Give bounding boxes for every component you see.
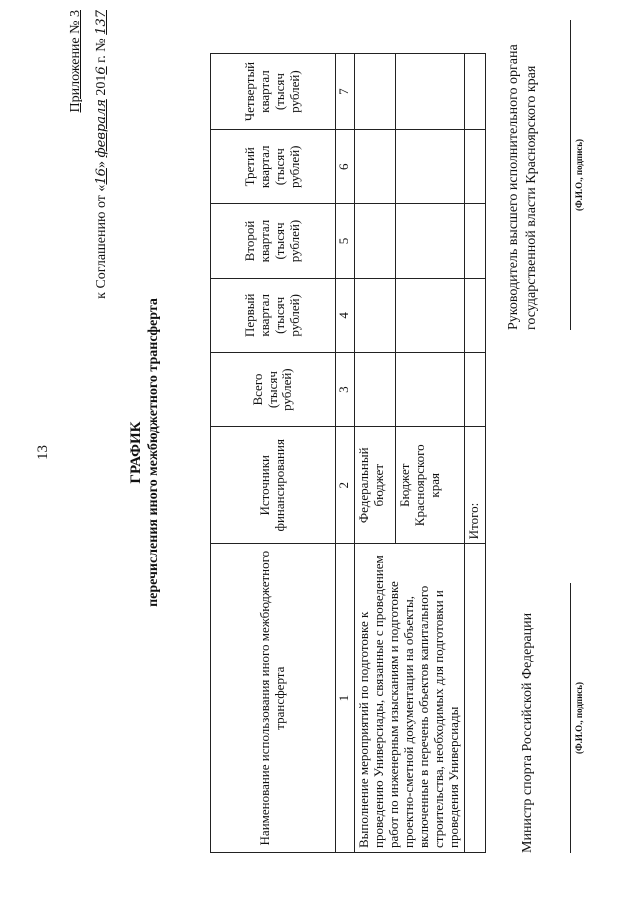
region-head-signature-label: Руководитель высшего исполнительного органа государственной власти Красноярского края xyxy=(506,44,539,330)
q4-cell xyxy=(396,54,465,130)
q4-cell xyxy=(464,54,485,130)
header-name: Наименование использования иного межбюджетного трансферта xyxy=(211,544,336,853)
q2-cell xyxy=(355,204,396,278)
document-subtitle: перечисления иного межбюджетного трансферта xyxy=(146,298,161,607)
column-number: 7 xyxy=(336,54,355,130)
header-q2: Второй квартал (тысяч рублей) xyxy=(211,204,336,278)
total-cell xyxy=(396,352,465,426)
column-number: 5 xyxy=(336,204,355,278)
q2-cell xyxy=(396,204,465,278)
agreement-number-label: г. № xyxy=(94,38,109,63)
total-row-empty-cell xyxy=(464,544,485,853)
q3-cell xyxy=(355,130,396,204)
minister-signature-label: Министр спорта Российской Федерации xyxy=(520,612,535,853)
minister-signature-line xyxy=(570,583,571,853)
appendix-block xyxy=(68,0,110,560)
q3-cell xyxy=(396,130,465,204)
agreement-number: 137 xyxy=(94,10,109,35)
agreement-reference xyxy=(94,10,110,560)
table-header-row xyxy=(211,54,336,853)
agreement-month: февраля xyxy=(94,99,109,158)
header-q3: Третий квартал (тысяч рублей) xyxy=(211,130,336,204)
table-row xyxy=(355,54,396,853)
column-number: 4 xyxy=(336,278,355,352)
agreement-year-digit: 6 xyxy=(94,66,109,75)
column-number: 3 xyxy=(336,352,355,426)
total-label: Итого: xyxy=(464,427,485,544)
agreement-year-prefix: 201 xyxy=(94,74,109,96)
appendix-title: Приложение № 3 xyxy=(68,10,83,113)
source-cell: Бюджет Красноярского края xyxy=(396,427,465,544)
transfer-schedule-table xyxy=(210,53,486,853)
source-cell: Федеральный бюджет xyxy=(355,427,396,544)
region-head-signature-note: (Ф.И.О., подпись) xyxy=(574,138,584,212)
column-number: 6 xyxy=(336,130,355,204)
total-cell xyxy=(355,352,396,426)
agreement-day: 16 xyxy=(94,168,109,185)
q1-cell xyxy=(355,278,396,352)
total-cell xyxy=(464,352,485,426)
header-total: Всего (тысяч рублей) xyxy=(211,352,336,426)
header-source: Источники финансирования xyxy=(211,427,336,544)
agreement-prefix: к Соглашению от « xyxy=(94,184,109,299)
q2-cell xyxy=(464,204,485,278)
document-title: ГРАФИК xyxy=(128,421,144,484)
q3-cell xyxy=(464,130,485,204)
q1-cell xyxy=(396,278,465,352)
column-number: 1 xyxy=(336,544,355,853)
q1-cell xyxy=(464,278,485,352)
q4-cell xyxy=(355,54,396,130)
column-number-row xyxy=(336,54,355,853)
minister-signature-note: (Ф.И.О., подпись) xyxy=(574,681,584,755)
column-number: 2 xyxy=(336,427,355,544)
total-row xyxy=(464,54,485,853)
header-q1: Первый квартал (тысяч рублей) xyxy=(211,278,336,352)
purpose-cell: Выполнение мероприятий по подготовке к проведению Универсиады, связанные с проведением работ по инженерным изысканиям и подготовке проектно-сметной документации на объекты, включенные в перечень объектов капитального строительства, необходимых для подготовки и проведения Универсиады xyxy=(355,544,465,853)
region-head-signature-line xyxy=(570,20,571,330)
header-q4: Четвертый квартал (тысяч рублей) xyxy=(211,54,336,130)
agreement-separator: » xyxy=(94,161,109,169)
page-number: 13 xyxy=(35,445,51,460)
